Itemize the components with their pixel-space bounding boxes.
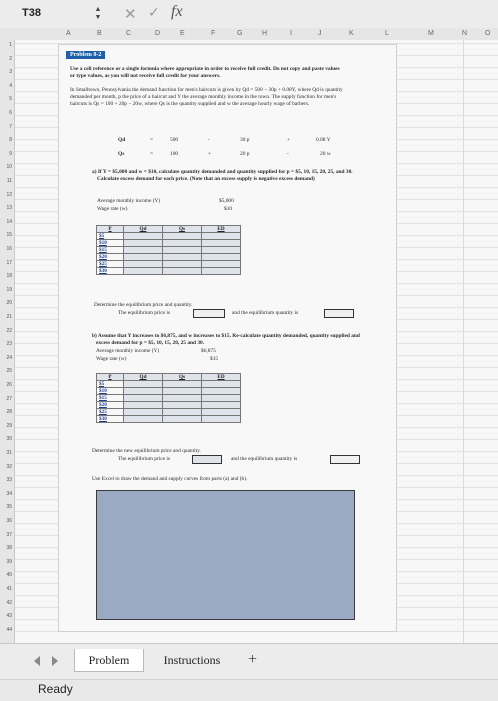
table-row bbox=[97, 247, 241, 254]
eq-supply-label: Qs bbox=[118, 151, 125, 157]
new-eq-prompt: Determine the new equilibrium price and quantity. bbox=[92, 448, 201, 454]
part-b-line-1: b) Assume that Y increases to $6,875, and w increases to $15. Re-calculate quantity demanded, quantity supplied and bbox=[92, 333, 360, 339]
row-number[interactable]: 12 bbox=[6, 191, 12, 198]
row-number[interactable]: 42 bbox=[6, 599, 12, 606]
price-cell[interactable]: $5 bbox=[97, 233, 124, 240]
header-p: P bbox=[97, 374, 124, 381]
ed-input[interactable] bbox=[202, 268, 241, 275]
row-number[interactable]: 15 bbox=[6, 232, 12, 239]
formula-bar bbox=[0, 0, 498, 29]
row-number[interactable]: 16 bbox=[6, 246, 12, 252]
qs-input[interactable] bbox=[163, 233, 202, 240]
status-text: Ready bbox=[38, 682, 73, 696]
column-label[interactable]: F bbox=[211, 30, 216, 37]
add-sheet-icon[interactable]: + bbox=[248, 651, 258, 668]
row-number[interactable]: 39 bbox=[6, 558, 12, 565]
header-p: P bbox=[97, 226, 124, 233]
table-b bbox=[96, 373, 241, 423]
intro-line-1: In Smalltown, Pennsylvania the demand function for men's haircuts is given by Qd = 500 − 30p + 0.08Y, where Qd is quantity bbox=[70, 87, 343, 93]
ed-input[interactable] bbox=[202, 233, 241, 240]
a-wage-label: Wage rate (w) bbox=[97, 206, 128, 212]
qd-input[interactable] bbox=[124, 261, 163, 268]
b-income-value[interactable]: $6,875 bbox=[201, 348, 216, 354]
row-number[interactable]: 6 bbox=[9, 110, 12, 116]
column-label[interactable]: N bbox=[462, 30, 468, 37]
new-eq-qty-label: and the equilibrium quantity is bbox=[231, 456, 298, 462]
price-cell[interactable]: $20 bbox=[97, 254, 124, 261]
row-header bbox=[0, 40, 15, 643]
ed-input[interactable] bbox=[202, 388, 241, 395]
ed-input[interactable] bbox=[202, 409, 241, 416]
row-number[interactable]: 5 bbox=[9, 96, 12, 103]
grid-column-line bbox=[463, 40, 464, 643]
confirm-icon[interactable]: ✓ bbox=[148, 5, 160, 21]
price-cell[interactable]: $30 bbox=[97, 268, 124, 275]
row-number[interactable]: 21 bbox=[6, 314, 12, 320]
table-row bbox=[97, 233, 241, 240]
row-number[interactable]: 30 bbox=[6, 436, 12, 443]
row-number[interactable]: 37 bbox=[6, 531, 12, 538]
table-header-row bbox=[97, 226, 241, 233]
excel-prompt: Use Excel to draw the demand and supply curves from parts (a) and (b). bbox=[92, 476, 248, 482]
a-income-value[interactable]: $5,000 bbox=[219, 198, 234, 204]
price-cell[interactable]: $10 bbox=[97, 388, 124, 395]
row-number[interactable]: 34 bbox=[6, 490, 12, 497]
intro-line-3: haircuts is Qs = 100 + 20p − 20w, where Qs is the quantity supplied and w the average hourly wage of barbers. bbox=[70, 101, 310, 107]
ed-input[interactable] bbox=[202, 254, 241, 261]
row-number[interactable]: 23 bbox=[6, 341, 12, 348]
scroll-tabs-left-icon[interactable] bbox=[34, 656, 40, 666]
row-number[interactable]: 36 bbox=[6, 518, 12, 524]
header-qd: Qd bbox=[124, 226, 163, 233]
qs-input[interactable] bbox=[163, 402, 202, 409]
row-number[interactable]: 11 bbox=[6, 178, 12, 184]
eq-demand-y[interactable]: 0.08 Y bbox=[316, 137, 331, 143]
row-number[interactable]: 44 bbox=[6, 626, 12, 633]
column-label[interactable]: O bbox=[485, 30, 491, 37]
price-cell[interactable]: $30 bbox=[97, 416, 124, 423]
ed-input[interactable] bbox=[202, 261, 241, 268]
eq-demand-const[interactable]: 500 bbox=[170, 137, 179, 143]
ed-input[interactable] bbox=[202, 247, 241, 254]
table-row bbox=[97, 395, 241, 402]
column-label[interactable]: J bbox=[318, 30, 322, 37]
eq-prompt: Determine the equilibrium price and quantity. bbox=[94, 302, 193, 308]
price-cell[interactable]: $25 bbox=[97, 261, 124, 268]
column-label[interactable]: K bbox=[349, 30, 354, 37]
tab-instructions[interactable]: Instructions bbox=[163, 653, 221, 667]
eq-price-input[interactable] bbox=[193, 309, 225, 318]
row-number[interactable]: 22 bbox=[6, 327, 12, 334]
row-number[interactable]: 43 bbox=[6, 613, 12, 620]
table-row bbox=[97, 416, 241, 423]
row-number[interactable]: 9 bbox=[9, 150, 12, 157]
eq-supply-equals: = bbox=[150, 151, 154, 157]
column-label[interactable]: E bbox=[180, 30, 185, 37]
b-income-label: Average monthly income (Y) bbox=[96, 348, 160, 354]
qd-input[interactable] bbox=[124, 233, 163, 240]
row-number[interactable]: 26 bbox=[6, 382, 12, 388]
row-number[interactable]: 40 bbox=[6, 572, 12, 579]
scroll-tabs-right-icon[interactable] bbox=[52, 656, 58, 666]
qd-input[interactable] bbox=[124, 268, 163, 275]
new-eq-price-label: The equilibrium price is bbox=[118, 456, 170, 462]
table-row bbox=[97, 402, 241, 409]
b-wage-value[interactable]: $15 bbox=[210, 356, 219, 362]
qs-input[interactable] bbox=[163, 240, 202, 247]
row-number[interactable]: 31 bbox=[6, 450, 12, 456]
qs-input[interactable] bbox=[163, 381, 202, 388]
qd-input[interactable] bbox=[124, 254, 163, 261]
chart-area[interactable] bbox=[96, 490, 355, 620]
row-number[interactable]: 41 bbox=[6, 586, 12, 592]
row-number[interactable]: 32 bbox=[6, 463, 12, 470]
column-label[interactable]: H bbox=[262, 30, 268, 37]
row-number[interactable]: 2 bbox=[9, 55, 12, 62]
row-number[interactable]: 29 bbox=[6, 422, 12, 429]
problem-title: Problem 8-2 bbox=[66, 51, 105, 59]
row-number[interactable]: 7 bbox=[9, 123, 12, 130]
eq-demand-op1: - bbox=[208, 137, 210, 143]
part-a-line-2: Calculate excess demand for each price. (Note that an excess supply is negative excess demand) bbox=[97, 176, 315, 182]
part-b-line-2: excess demand for p = $5, 10, 15, 20, 25 and 30. bbox=[96, 340, 205, 346]
ed-input[interactable] bbox=[202, 416, 241, 423]
ed-input[interactable] bbox=[202, 395, 241, 402]
qd-input[interactable] bbox=[124, 240, 163, 247]
a-income-label: Average monthly income (Y) bbox=[97, 198, 161, 204]
qs-input[interactable] bbox=[163, 416, 202, 423]
table-row bbox=[97, 261, 241, 268]
ed-input[interactable] bbox=[202, 402, 241, 409]
eq-qty-label: and the equilibrium quantity is bbox=[232, 310, 299, 316]
qd-input[interactable] bbox=[124, 388, 163, 395]
row-number[interactable]: 33 bbox=[6, 477, 12, 484]
row-number[interactable]: 4 bbox=[9, 82, 12, 89]
qs-input[interactable] bbox=[163, 261, 202, 268]
qs-input[interactable] bbox=[163, 247, 202, 254]
column-label[interactable]: I bbox=[290, 30, 292, 37]
table-row bbox=[97, 381, 241, 388]
qd-input[interactable] bbox=[124, 416, 163, 423]
row-number[interactable]: 25 bbox=[6, 368, 12, 375]
qd-input[interactable] bbox=[124, 395, 163, 402]
header-qs: Qs bbox=[163, 226, 202, 233]
table-row bbox=[97, 268, 241, 275]
name-box-stepper-icon[interactable]: ▲ ▼ bbox=[94, 5, 102, 21]
table-header-row bbox=[97, 374, 241, 381]
eq-supply-w[interactable]: 20 w bbox=[320, 151, 331, 157]
qs-input[interactable] bbox=[163, 395, 202, 402]
qd-input[interactable] bbox=[124, 381, 163, 388]
price-cell[interactable]: $25 bbox=[97, 409, 124, 416]
qs-input[interactable] bbox=[163, 409, 202, 416]
eq-supply-op1: + bbox=[208, 151, 212, 157]
row-number[interactable]: 17 bbox=[6, 259, 12, 266]
part-a-line-1: a) If Y = $5,000 and w = $10, calculate quantity demanded and quantity supplied for p = $5, 10, 15, 20, 25, and 30. bbox=[92, 169, 353, 175]
eq-demand-p[interactable]: 30 p bbox=[240, 137, 250, 143]
a-wage-value[interactable]: $10 bbox=[224, 206, 233, 212]
eq-supply-const[interactable]: 100 bbox=[170, 151, 179, 157]
price-cell[interactable]: $5 bbox=[97, 381, 124, 388]
table-row bbox=[97, 240, 241, 247]
row-number[interactable]: 19 bbox=[6, 286, 12, 293]
instructions-line-1: Use a cell reference or a single formula where appropriate in order to receive full credit. Do not copy and paste values bbox=[70, 66, 340, 72]
column-label[interactable]: D bbox=[155, 30, 161, 37]
name-box[interactable]: T38 bbox=[22, 7, 41, 19]
price-cell[interactable]: $10 bbox=[97, 240, 124, 247]
intro-line-2: demanded per month, p the price of a haircut and Y the average monthly income in the town. The supply function for men's bbox=[70, 94, 337, 100]
column-label[interactable]: A bbox=[66, 30, 71, 37]
column-label[interactable]: C bbox=[126, 30, 132, 37]
row-number[interactable]: 28 bbox=[6, 409, 12, 416]
instructions-line-2: or type values, as you will not receive full credit for your answers. bbox=[70, 73, 221, 79]
row-number[interactable]: 20 bbox=[6, 300, 12, 307]
eq-qty-input[interactable] bbox=[324, 309, 354, 318]
eq-demand-equals: = bbox=[150, 137, 154, 143]
eq-demand-op2: + bbox=[287, 137, 291, 143]
row-number[interactable]: 3 bbox=[9, 69, 12, 76]
column-label[interactable]: M bbox=[428, 30, 434, 37]
column-label[interactable]: L bbox=[385, 30, 389, 37]
status-bar bbox=[0, 679, 498, 701]
row-number[interactable]: 24 bbox=[6, 354, 12, 361]
qd-input[interactable] bbox=[124, 409, 163, 416]
price-cell[interactable]: $20 bbox=[97, 402, 124, 409]
header-qs: Qs bbox=[163, 374, 202, 381]
row-number[interactable]: 13 bbox=[6, 205, 12, 212]
qs-input[interactable] bbox=[163, 388, 202, 395]
table-row bbox=[97, 409, 241, 416]
header-ed: ED bbox=[202, 374, 241, 381]
table-a bbox=[96, 225, 241, 275]
table-row bbox=[97, 388, 241, 395]
new-eq-qty-input[interactable] bbox=[330, 455, 360, 464]
row-number[interactable]: 18 bbox=[6, 273, 12, 280]
column-label[interactable]: G bbox=[237, 30, 243, 37]
qd-input[interactable] bbox=[124, 247, 163, 254]
new-eq-price-input[interactable] bbox=[192, 455, 222, 464]
ed-input[interactable] bbox=[202, 381, 241, 388]
qs-input[interactable] bbox=[163, 268, 202, 275]
row-number[interactable]: 1 bbox=[9, 42, 12, 48]
price-cell[interactable]: $15 bbox=[97, 395, 124, 402]
fx-icon[interactable]: fx bbox=[171, 3, 183, 20]
table-row bbox=[97, 254, 241, 261]
ed-input[interactable] bbox=[202, 240, 241, 247]
qd-input[interactable] bbox=[124, 402, 163, 409]
tab-problem[interactable]: Problem bbox=[74, 649, 144, 672]
row-number[interactable]: 35 bbox=[6, 504, 12, 511]
header-ed: ED bbox=[202, 226, 241, 233]
qs-input[interactable] bbox=[163, 254, 202, 261]
price-cell[interactable]: $15 bbox=[97, 247, 124, 254]
row-number[interactable]: 14 bbox=[6, 218, 12, 225]
eq-supply-p[interactable]: 20 p bbox=[240, 151, 250, 157]
eq-supply-op2: - bbox=[287, 151, 289, 157]
header-qd: Qd bbox=[124, 374, 163, 381]
row-number[interactable]: 27 bbox=[6, 395, 12, 402]
b-wage-label: Wage rate (w) bbox=[96, 356, 127, 362]
eq-price-label: The equilibrium price is bbox=[118, 310, 170, 316]
row-number[interactable]: 38 bbox=[6, 545, 12, 552]
cancel-icon[interactable]: ✕ bbox=[124, 5, 137, 23]
eq-demand-label: Qd bbox=[118, 137, 126, 143]
row-number[interactable]: 8 bbox=[9, 137, 12, 144]
row-number[interactable]: 10 bbox=[6, 164, 12, 171]
column-label[interactable]: B bbox=[97, 30, 102, 37]
